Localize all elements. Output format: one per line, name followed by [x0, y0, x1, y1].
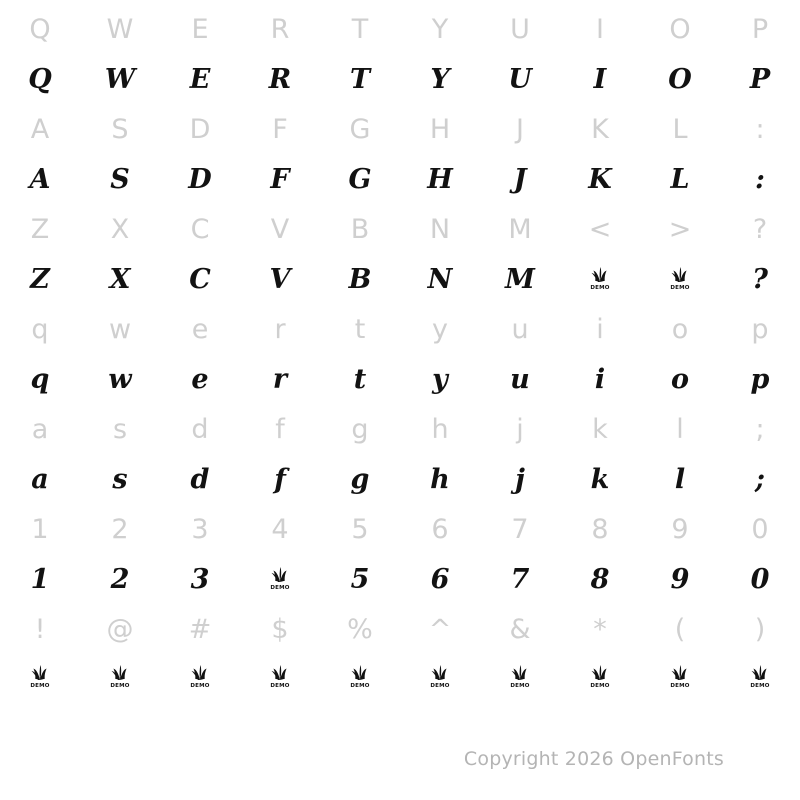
- demo-placeholder-cell: [560, 254, 640, 304]
- label-cell: l: [676, 413, 684, 445]
- label-cell: u: [511, 313, 529, 345]
- label-cell: t: [354, 313, 366, 345]
- specimen-cell: B: [348, 263, 372, 295]
- demo-flower-icon: [349, 665, 371, 689]
- demo-glyph-label: DEMO: [750, 682, 770, 689]
- demo-placeholder-cell: [160, 654, 240, 700]
- label-cell: G: [349, 113, 371, 145]
- label-cell: <: [588, 213, 612, 245]
- label-cell: U: [510, 13, 530, 45]
- label-cell: e: [191, 313, 209, 345]
- specimen-cell: 0: [750, 563, 770, 595]
- label-cell: q: [31, 313, 49, 345]
- specimen-cell: T: [349, 63, 371, 95]
- label-cell: F: [272, 113, 288, 145]
- specimen-cell: p: [750, 363, 770, 395]
- demo-flower-icon: [669, 267, 691, 291]
- specimen-cell: :: [755, 163, 765, 195]
- specimen-cell: W: [104, 63, 136, 95]
- demo-glyph-label: DEMO: [350, 682, 370, 689]
- specimen-cell: i: [594, 363, 606, 395]
- specimen-cell: d: [190, 463, 210, 495]
- specimen-cell: 5: [350, 563, 370, 595]
- specimen-cell: S: [110, 163, 130, 195]
- label-cell: Y: [431, 13, 449, 45]
- label-cell: N: [429, 213, 451, 245]
- specimen-cell: s: [112, 463, 128, 495]
- demo-flower-icon: [269, 665, 291, 689]
- specimen-cell: M: [505, 263, 535, 295]
- label-cell: #: [188, 613, 212, 645]
- label-cell: ;: [755, 413, 765, 445]
- label-cell: !: [34, 613, 46, 645]
- specimen-cell: j: [515, 463, 525, 495]
- label-cell: @: [106, 613, 134, 645]
- label-cell: 0: [751, 513, 769, 545]
- specimen-cell: P: [749, 63, 771, 95]
- specimen-cell: 1: [30, 563, 50, 595]
- demo-glyph-label: DEMO: [30, 682, 50, 689]
- demo-glyph-label: DEMO: [510, 682, 530, 689]
- demo-glyph-label: DEMO: [670, 682, 690, 689]
- label-cell: Z: [30, 213, 50, 245]
- demo-flower-icon: [429, 665, 451, 689]
- specimen-cell: J: [513, 163, 527, 195]
- label-cell: I: [596, 13, 604, 45]
- label-cell: V: [270, 213, 290, 245]
- label-cell: 6: [431, 513, 449, 545]
- label-cell: 7: [511, 513, 529, 545]
- demo-glyph-label: DEMO: [110, 682, 130, 689]
- label-cell: P: [751, 13, 769, 45]
- demo-placeholder-cell: [240, 654, 320, 700]
- specimen-cell: H: [427, 163, 453, 195]
- demo-flower-icon: [669, 665, 691, 689]
- demo-placeholder-cell: [400, 654, 480, 700]
- specimen-cell: L: [670, 163, 690, 195]
- demo-glyph-label: DEMO: [670, 284, 690, 291]
- label-cell: y: [432, 313, 448, 345]
- specimen-cell: G: [348, 163, 372, 195]
- label-cell: ?: [752, 213, 768, 245]
- specimen-cell: O: [668, 63, 692, 95]
- specimen-cell: t: [353, 363, 367, 395]
- label-cell: T: [351, 13, 369, 45]
- specimen-cell: Z: [30, 263, 50, 295]
- specimen-cell: D: [188, 163, 212, 195]
- specimen-cell: ?: [752, 263, 768, 295]
- label-cell: L: [672, 113, 688, 145]
- demo-placeholder-cell: [640, 254, 720, 304]
- label-cell: s: [112, 413, 128, 445]
- label-cell: k: [592, 413, 608, 445]
- specimen-cell: w: [108, 363, 132, 395]
- label-cell: R: [270, 13, 290, 45]
- demo-glyph-label: DEMO: [270, 682, 290, 689]
- specimen-cell: 7: [510, 563, 530, 595]
- specimen-cell: C: [189, 263, 211, 295]
- demo-placeholder-cell: [240, 554, 320, 604]
- demo-flower-icon: [269, 567, 291, 591]
- specimen-cell: E: [189, 63, 211, 95]
- label-cell: O: [669, 13, 691, 45]
- label-cell: B: [350, 213, 370, 245]
- label-cell: ^: [428, 613, 452, 645]
- demo-placeholder-cell: [480, 654, 560, 700]
- label-cell: 3: [191, 513, 209, 545]
- specimen-cell: k: [590, 463, 610, 495]
- label-cell: w: [108, 313, 132, 345]
- specimen-cell: V: [269, 263, 291, 295]
- label-cell: Q: [29, 13, 51, 45]
- copyright-notice: Copyright 2026 OpenFonts: [463, 748, 724, 770]
- demo-placeholder-cell: [0, 654, 80, 700]
- specimen-cell: y: [432, 363, 448, 395]
- demo-flower-icon: [109, 665, 131, 689]
- label-cell: %: [347, 613, 373, 645]
- specimen-cell: g: [350, 463, 370, 495]
- label-cell: d: [191, 413, 209, 445]
- specimen-cell: u: [510, 363, 530, 395]
- demo-glyph-label: DEMO: [430, 682, 450, 689]
- specimen-cell: F: [270, 163, 290, 195]
- specimen-cell: o: [670, 363, 689, 395]
- specimen-cell: r: [272, 363, 288, 395]
- label-cell: $: [271, 613, 289, 645]
- specimen-cell: I: [593, 63, 607, 95]
- specimen-cell: 6: [430, 563, 450, 595]
- specimen-cell: l: [674, 463, 686, 495]
- specimen-cell: a: [31, 463, 49, 495]
- label-cell: o: [671, 313, 689, 345]
- specimen-cell: Q: [28, 63, 52, 95]
- label-cell: 1: [31, 513, 49, 545]
- label-cell: 8: [591, 513, 609, 545]
- label-cell: f: [275, 413, 285, 445]
- specimen-cell: 3: [190, 563, 210, 595]
- label-cell: 9: [671, 513, 689, 545]
- specimen-cell: U: [508, 63, 532, 95]
- specimen-cell: A: [29, 163, 51, 195]
- demo-placeholder-cell: [80, 654, 160, 700]
- specimen-row-symbols: [0, 654, 800, 700]
- label-cell: i: [596, 313, 604, 345]
- demo-placeholder-cell: [640, 654, 720, 700]
- demo-placeholder-cell: [320, 654, 400, 700]
- demo-flower-icon: [749, 665, 771, 689]
- specimen-cell: f: [274, 463, 286, 495]
- label-cell: j: [516, 413, 524, 445]
- specimen-cell: e: [191, 363, 209, 395]
- specimen-cell: q: [30, 363, 50, 395]
- specimen-cell: 8: [590, 563, 610, 595]
- demo-glyph-label: DEMO: [590, 284, 610, 291]
- label-cell: &: [509, 613, 531, 645]
- label-cell: E: [191, 13, 209, 45]
- demo-flower-icon: [189, 665, 211, 689]
- label-cell: X: [110, 213, 130, 245]
- demo-glyph-label: DEMO: [190, 682, 210, 689]
- label-cell: r: [274, 313, 286, 345]
- specimen-cell: 2: [110, 563, 130, 595]
- demo-flower-icon: [589, 267, 611, 291]
- label-cell: h: [431, 413, 449, 445]
- label-cell: A: [30, 113, 50, 145]
- label-cell: K: [591, 113, 609, 145]
- label-cell: W: [106, 13, 134, 45]
- label-cell: S: [111, 113, 129, 145]
- label-cell: M: [508, 213, 532, 245]
- specimen-cell: K: [588, 163, 612, 195]
- label-cell: D: [189, 113, 211, 145]
- label-cell: :: [755, 113, 765, 145]
- specimen-cell: Y: [430, 63, 450, 95]
- demo-placeholder-cell: [560, 654, 640, 700]
- demo-glyph-label: DEMO: [270, 584, 290, 591]
- specimen-cell: X: [109, 263, 131, 295]
- label-cell: (: [674, 613, 686, 645]
- specimen-cell: h: [430, 463, 450, 495]
- demo-flower-icon: [29, 665, 51, 689]
- label-cell: ): [754, 613, 766, 645]
- label-cell: C: [190, 213, 210, 245]
- label-cell: p: [751, 313, 769, 345]
- label-cell: H: [429, 113, 451, 145]
- specimen-cell: N: [427, 263, 453, 295]
- label-cell: >: [668, 213, 692, 245]
- label-cell: *: [593, 613, 607, 645]
- label-cell: g: [351, 413, 369, 445]
- label-cell: 5: [351, 513, 369, 545]
- demo-glyph-label: DEMO: [590, 682, 610, 689]
- specimen-cell: R: [268, 63, 292, 95]
- specimen-cell: ;: [755, 463, 765, 495]
- demo-flower-icon: [509, 665, 531, 689]
- specimen-cell: 9: [670, 563, 690, 595]
- demo-placeholder-cell: [720, 654, 800, 700]
- label-cell: J: [516, 113, 524, 145]
- label-cell: 4: [271, 513, 289, 545]
- label-cell: a: [31, 413, 49, 445]
- demo-flower-icon: [589, 665, 611, 689]
- label-cell: 2: [111, 513, 129, 545]
